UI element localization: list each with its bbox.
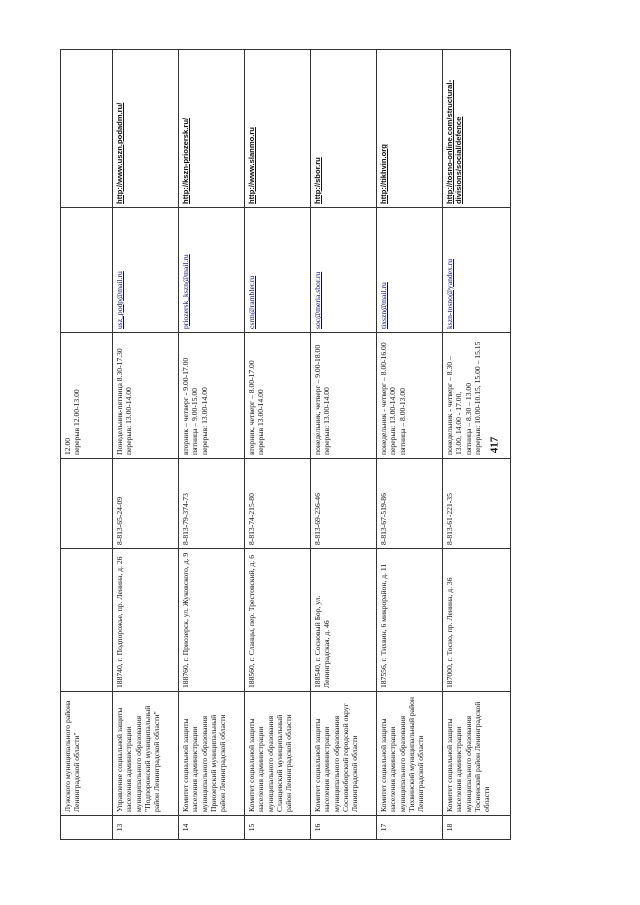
organization-cell: Комитет социальной защиты населения администрации муниципального образования Тосненский район Ленинградской области (443, 692, 511, 816)
website-link-text[interactable]: http://sbor.ru (313, 157, 322, 204)
hours-cell: Понедельник-пятница 8.30-17.30 перерыв: 13.00-14.00 (113, 333, 179, 459)
hours-cell: вторник, четверг – 8.00-17.00 перерыв 13.00-14.00 (245, 333, 311, 459)
website-link-text[interactable]: http://kszn-priozersk.ru/ (181, 117, 190, 204)
row-number-cell: 16 (311, 816, 377, 840)
phone-cell: 8-813-61-221-35 (443, 459, 511, 549)
rotated-table-wrapper (60, 50, 510, 840)
website-link[interactable] (443, 50, 511, 208)
website-link[interactable] (179, 50, 245, 208)
address-cell: 188560, г. Сланцы, пер. Трестовский, д. 6 (245, 549, 311, 692)
address-cell: 187000, г. Тосно, пр. Ленина, д. 36 (443, 549, 511, 692)
organization-cell: Комитет социальной защиты населения администрации муниципального образования Приозерский муниципальный район Ленинградской области (179, 692, 245, 816)
email-link[interactable]: usz_podp@mail.ru (113, 208, 179, 333)
row-number-cell: 15 (245, 816, 311, 840)
row-number-cell: 17 (377, 816, 443, 840)
address-cell: 187556, г. Тихвин, 6 микрорайон, д. 11 (377, 549, 443, 692)
hours-cell: понедельник - четверг – 8.00-16.00 перерыв: 13.00-14.00 пятница – 8.00-13.00 (377, 333, 443, 459)
row-number-cell: 13 (113, 816, 179, 840)
phone-cell: 8-813-74-215-80 (245, 459, 311, 549)
phone-cell (61, 459, 113, 549)
phone-cell: 8-813-79-374-73 (179, 459, 245, 549)
table-row (443, 50, 511, 840)
table-row (61, 50, 113, 840)
hours-cell: понедельник, четверг – 9.00-18.00 перерыв: 13.00-14.00 (311, 333, 377, 459)
website-link[interactable] (377, 50, 443, 208)
table-row (311, 50, 377, 840)
address-cell: 188740, г. Подпорожье, пр. Ленина, д. 26 (113, 549, 179, 692)
website-link-text[interactable]: http://www.uszn.podadm.ru/ (115, 102, 124, 204)
table-row (245, 50, 311, 840)
website-link[interactable] (311, 50, 377, 208)
social-protection-table (60, 49, 511, 840)
hours-cell: 12.00 перерыв 12.00-13.00 (61, 333, 113, 459)
email-link[interactable]: csrm@rambler.ru (245, 208, 311, 333)
table-row (377, 50, 443, 840)
email-link[interactable]: kszn-tosno@yandex.ru (443, 208, 511, 333)
row-number-cell: 18 (443, 816, 511, 840)
organization-cell: Комитет социальной защиты населения администрации муниципального образования Тихвинский муниципальный район Ленинградской области (377, 692, 443, 816)
page-number: 417 (488, 436, 501, 454)
phone-cell: 8-813-69-236-46 (311, 459, 377, 549)
website-link (61, 50, 113, 208)
hours-cell: понедельник - четверг – 8.30 – 13.00, 14.00 - 17.00, пятница – 8.30 – 13.00 перерыв: 10.00-10.15, 15.00 – 15.15 (443, 333, 511, 459)
organization-cell: Комитет социальной защиты населения администрации муниципального образования Сланцевский муниципальный район Ленинградской области (245, 692, 311, 816)
website-link-text[interactable]: http://www.slanmo.ru (247, 127, 256, 204)
hours-cell: вторник – четверг - 9.00-17.00 пятница – 9.00-15.00 перерыв: 13.00-14.00 (179, 333, 245, 459)
address-cell (61, 549, 113, 692)
phone-cell: 8-813-67-519-86 (377, 459, 443, 549)
email-link[interactable]: soc@meria.sbor.ru (311, 208, 377, 333)
website-link-text[interactable]: http://tosno-online.com/structural-divisions/social/defence (445, 79, 464, 204)
table-body (61, 50, 511, 840)
email-link[interactable]: tixszn@mail.ru (377, 208, 443, 333)
email-link[interactable]: priozersk_kszn@mail.ru (179, 208, 245, 333)
phone-cell: 8-813-65-24-09 (113, 459, 179, 549)
address-cell: 188540, г. Сосновый Бор, ул. Ленинградская, д. 46 (311, 549, 377, 692)
website-link[interactable] (113, 50, 179, 208)
row-number-cell (61, 816, 113, 840)
table-row (113, 50, 179, 840)
organization-cell: Комитет социальной защиты населения администрации муниципального образования Сосновоборский городской округ Ленинградской области (311, 692, 377, 816)
website-link-text[interactable]: http://tikhvin.org (379, 144, 388, 204)
organization-cell: Лужского муниципального района Ленинградской области" (61, 692, 113, 816)
table-row (179, 50, 245, 840)
row-number-cell: 14 (179, 816, 245, 840)
address-cell: 188760, г. Приозерск, ул. Жуковского, д. 9 (179, 549, 245, 692)
website-link[interactable] (245, 50, 311, 208)
organization-cell: Управление социальной защиты населения администрации муниципального образования "Подпорожский муниципальный район Ленинградской области" (113, 692, 179, 816)
email-link (61, 208, 113, 333)
